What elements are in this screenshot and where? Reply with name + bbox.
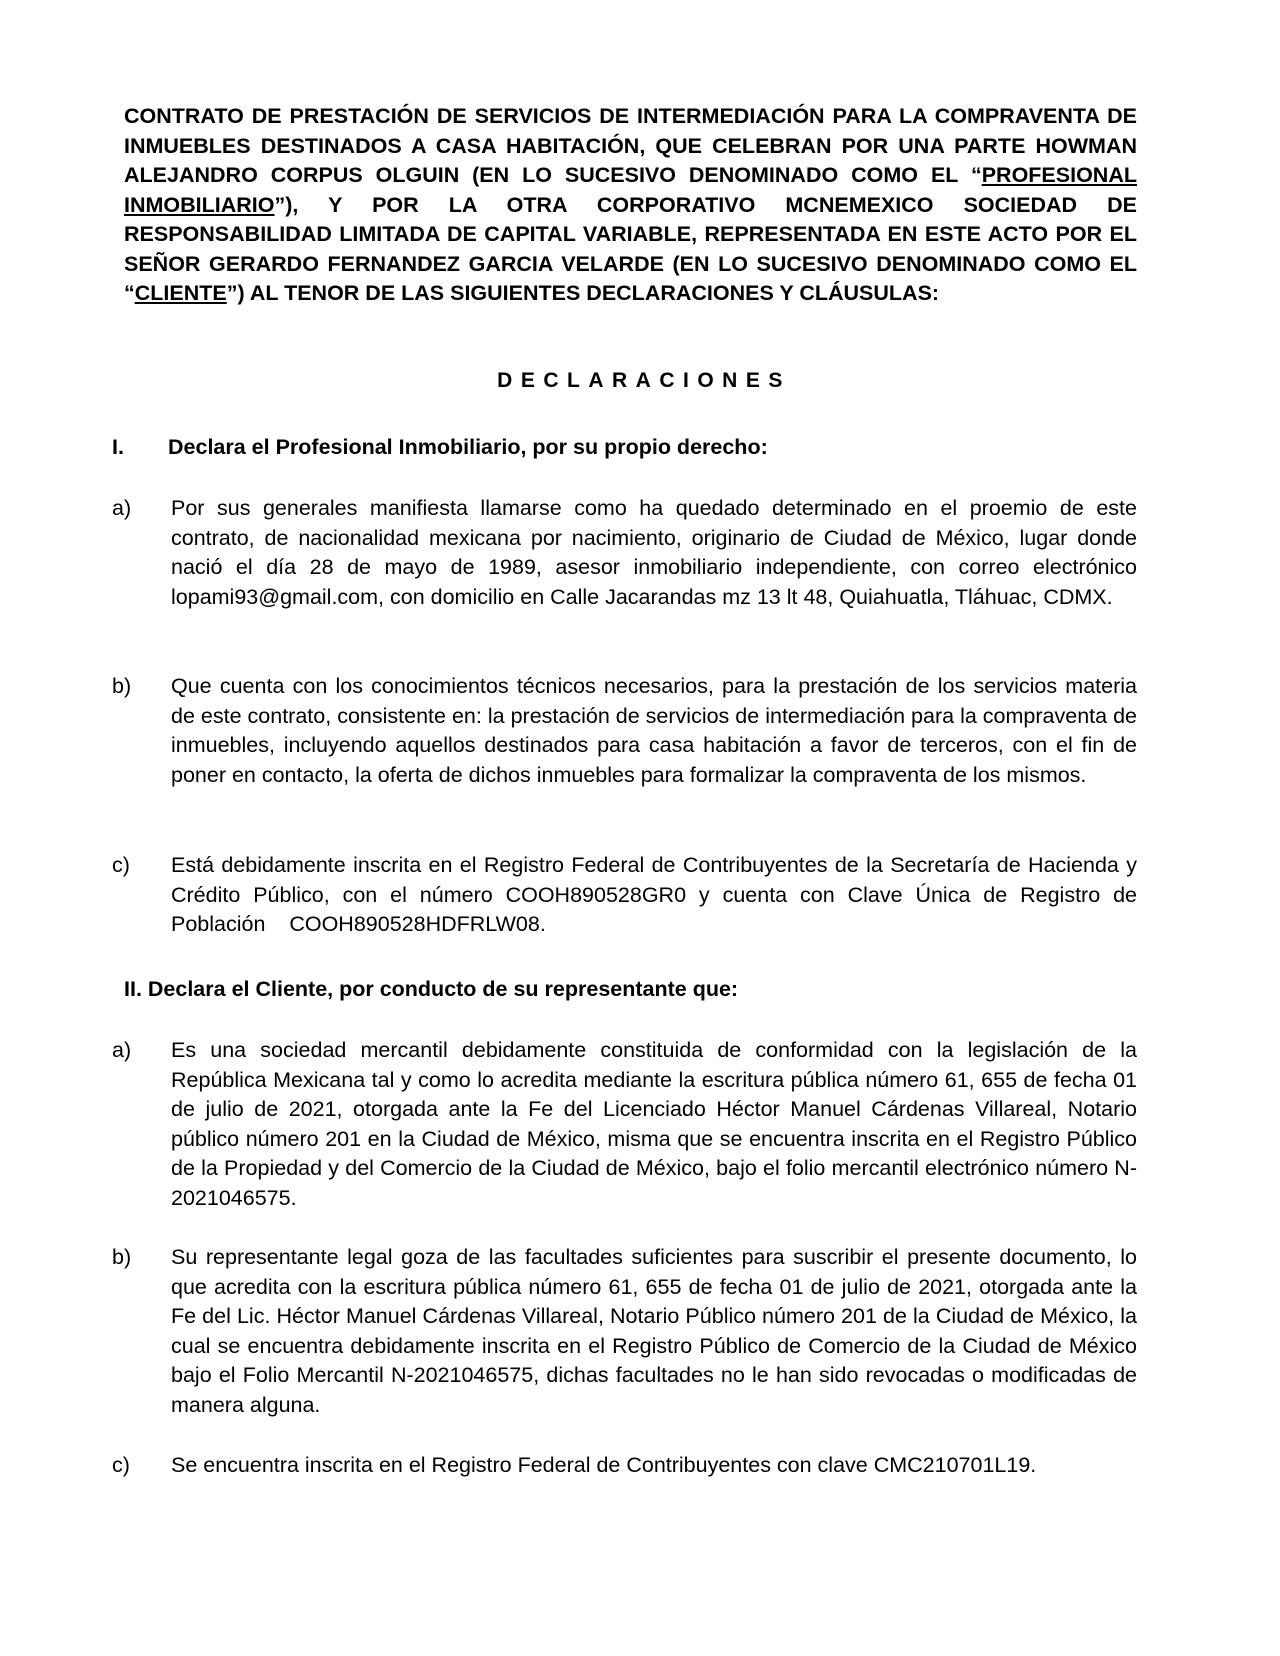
- title-term-profesional-inmobiliario: PROFESIONAL INMOBILIARIO: [124, 163, 1137, 217]
- item-marker: b): [112, 1245, 132, 1269]
- section-1-heading: Declara el Profesional Inmobiliario, por su propio derecho:: [168, 435, 768, 459]
- item-text: Por sus generales manifiesta llamarse como ha quedado determinado en el proemio de este contrato, de nacionalidad mexicana por nacimiento, originario de Ciudad de México, lugar donde nació el día 28 de mayo de 1989, asesor inmobiliario independiente, con correo electrónico lopami93@gmail.com, con domicilio en Calle Jacarandas mz 13 lt 48, Quiahuatla, Tláhuac, CDMX.: [171, 496, 1137, 609]
- item-text: Es una sociedad mercantil debidamente constituida de conformidad con la legislación de la República Mexicana tal y como lo acredita mediante la escritura pública número 61, 655 de fecha 01 de julio de 2021, otorgada ante la Fe del Licenciado Héctor Manuel Cárdenas Villareal, Notario público número 201 en la Ciudad de México, misma que se encuentra inscrita en el Registro Público de la Propiedad y del Comercio de la Ciudad de México, bajo el folio mercantil electrónico número N-2021046575.: [171, 1038, 1137, 1210]
- item-marker: a): [112, 496, 132, 520]
- title-part-2: ”), Y POR LA OTRA CORPORATIVO MCNEMEXICO SOCIEDAD DE RESPONSABILIDAD LIMITADA DE CAPITAL VARIABLE, REPRESENTADA EN ESTE ACTO POR EL SEÑOR GERARDO FERNANDEZ GARCIA VELARDE (EN LO SUCESIVO DENOMINADO COMO EL “: [124, 192, 1137, 305]
- item-text: Que cuenta con los conocimientos técnicos necesarios, para la prestación de los servicios materia de este contrato, consistente en: la prestación de servicios de intermediación para la compraventa de inmuebles, incluyendo aquellos destinados para casa habitación a favor de terceros, con el fin de poner en contacto, la oferta de dichos inmuebles para formalizar la compraventa de los mismos.: [171, 674, 1137, 787]
- title-term-cliente: CLIENTE: [134, 281, 227, 305]
- section-1-number: I.: [112, 435, 124, 459]
- item-marker: c): [112, 853, 130, 877]
- item-text: Está debidamente inscrita en el Registro Federal de Contribuyentes de la Secretaría de Hacienda y Crédito Público, con el número COOH890528GR0 y cuenta con Clave Única de Registro de Población COOH890528HDFRLW08.: [171, 853, 1143, 936]
- item-marker: c): [112, 1453, 130, 1477]
- item-marker: b): [112, 674, 132, 698]
- contract-title: [124, 102, 1137, 309]
- section-2-heading: II. Declara el Cliente, por conducto de su representante que:: [124, 977, 739, 1001]
- title-part-1: CONTRATO DE PRESTACIÓN DE SERVICIOS DE INTERMEDIACIÓN PARA LA COMPRAVENTA DE INMUEBLES DESTINADOS A CASA HABITACIÓN, QUE CELEBRAN POR UNA PARTE HOWMAN ALEJANDRO CORPUS OLGUIN (EN LO SUCESIVO DENOMINADO COMO EL “: [124, 104, 1137, 187]
- item-text: Su representante legal goza de las facultades suficientes para suscribir el presente documento, lo que acredita con la escritura pública número 61, 655 de fecha 01 de julio de 2021, otorgada ante la Fe del Lic. Héctor Manuel Cárdenas Villareal, Notario Público número 201 de la Ciudad de México, la cual se encuentra debidamente inscrita en el Registro Público de Comercio de la Ciudad de México bajo el Folio Mercantil N-2021046575, dichas facultades no le han sido revocadas o modificadas de manera alguna.: [171, 1245, 1137, 1417]
- title-part-3: ”) AL TENOR DE LAS SIGUIENTES DECLARACIONES Y CLÁUSULAS:: [226, 281, 940, 305]
- declaraciones-heading: DECLARACIONES: [497, 369, 791, 392]
- item-text: Se encuentra inscrita en el Registro Federal de Contribuyentes con clave CMC210701L19.: [171, 1453, 1037, 1477]
- item-marker: a): [112, 1038, 132, 1062]
